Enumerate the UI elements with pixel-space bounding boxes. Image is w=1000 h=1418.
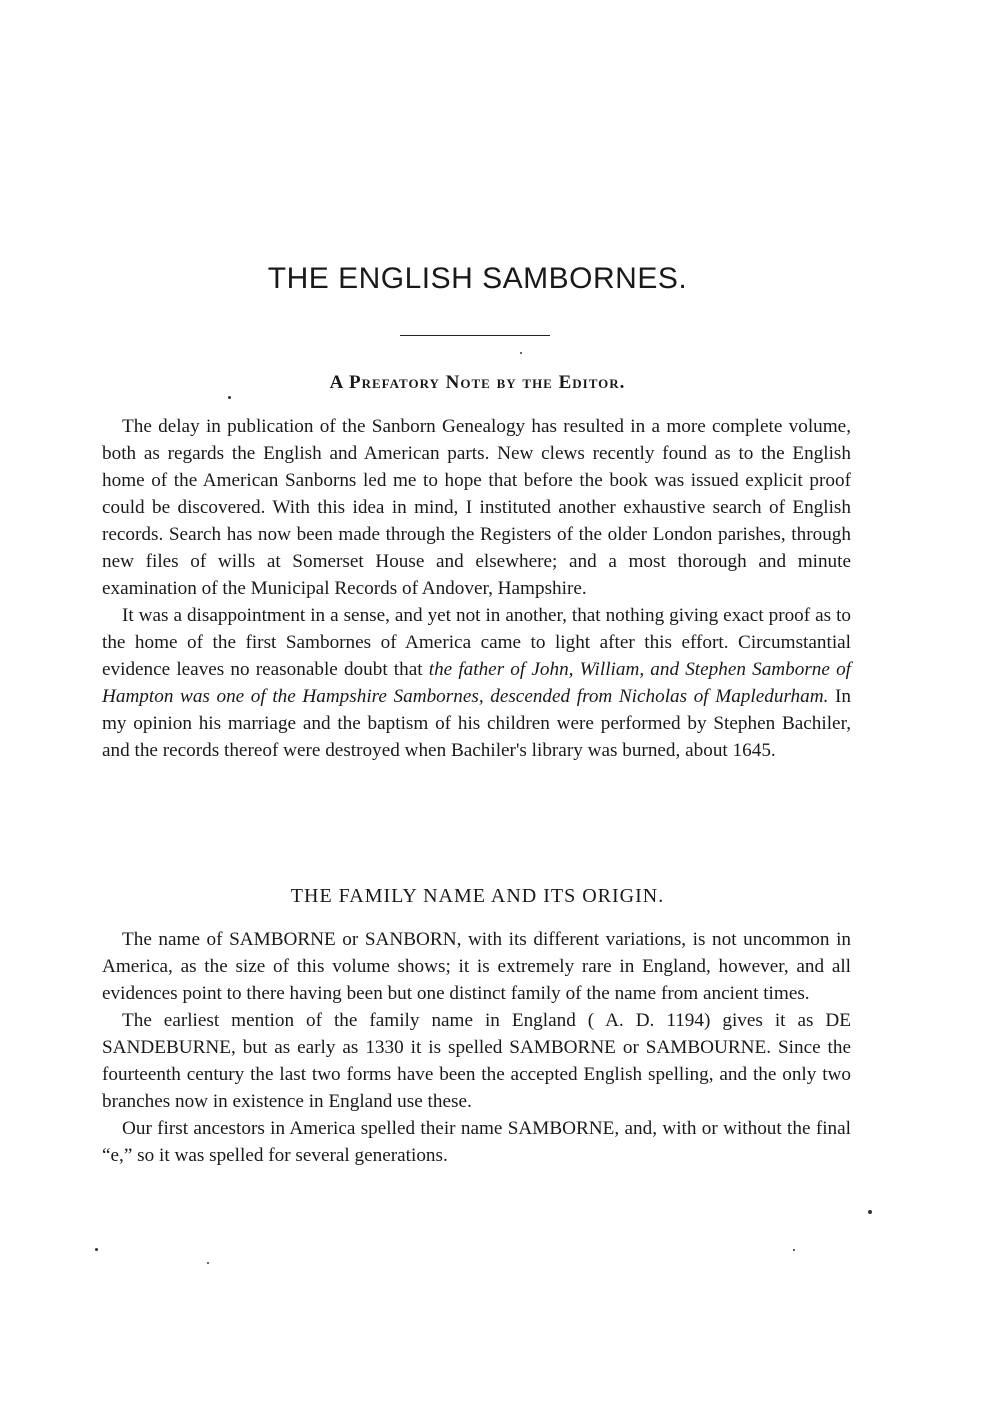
paragraph-delay: The delay in publication of the Sanborn Genealogy has resulted in a more complete volume, both as regards the English and American parts. New clews recently found as to the English home of the American Sanborns led me to hope that before the book was issued explicit proof could be discovered. With this idea in mind, I instituted another exhaustive search of English records. Search has now been made through the Registers of the older London parishes, through new files of wills at Somerset House and elsewhere; and a most thorough and minute examination of the Municipal Records of Andover, Hampshire. — [102, 416, 851, 599]
speck — [520, 352, 522, 354]
paragraph-name-variations: The name of SAMBORNE or SANBORN, with its different variations, is not uncommon in America, as the size of this volume shows; it is extremely rare in England, however, and all evidences point to there having been but one distinct family of the name from ancient times. — [102, 929, 851, 1004]
speck — [207, 1262, 209, 1264]
paragraph-disappointment-start: It was a disappointment in a sense, and yet not in another, that nothing giving exact proof as to the home of the first Sambornes of America came to light after this effort. Circumstantial evidence leaves no reasonable doubt that — [102, 605, 851, 680]
speck — [793, 1249, 795, 1251]
paragraph-disappointment-italic: the father of John, William, and Stephen Samborne of Hampton was one of the Hampshire Sambornes, descended from Nicholas of Mapledurham. — [102, 659, 851, 707]
prefatory-note-body — [102, 413, 851, 764]
speck — [868, 1210, 872, 1214]
paragraph-earliest-mention: The earliest mention of the family name in England ( A. D. 1194) gives it as DE SANDEBURNE, but as early as 1330 it is spelled SAMBORNE or SAMBOURNE. Since the fourteenth century the last two forms have been the accepted English spelling, and the only two branches now in existence in England use these. — [102, 1010, 851, 1112]
title-divider — [400, 335, 550, 336]
speck — [228, 396, 231, 399]
paragraph-disappointment-end: In my opinion his marriage and the baptism of his children were performed by Stephen Bachiler, and the records thereof were destroyed when Bachiler's library was burned, about 1645. — [102, 686, 851, 761]
section-heading: THE FAMILY NAME AND ITS ORIGIN. — [290, 885, 665, 907]
paragraph-disappointment — [102, 602, 851, 764]
speck — [95, 1248, 98, 1251]
paragraph-first-ancestors: Our first ancestors in America spelled their name SAMBORNE, and, with or without the final “e,” so it was spelled for several generations. — [102, 1118, 851, 1166]
family-name-body — [102, 926, 851, 1169]
page-title: THE ENGLISH SAMBORNES. — [267, 262, 688, 295]
prefatory-heading: A Prefatory Note by the Editor. — [329, 372, 626, 393]
